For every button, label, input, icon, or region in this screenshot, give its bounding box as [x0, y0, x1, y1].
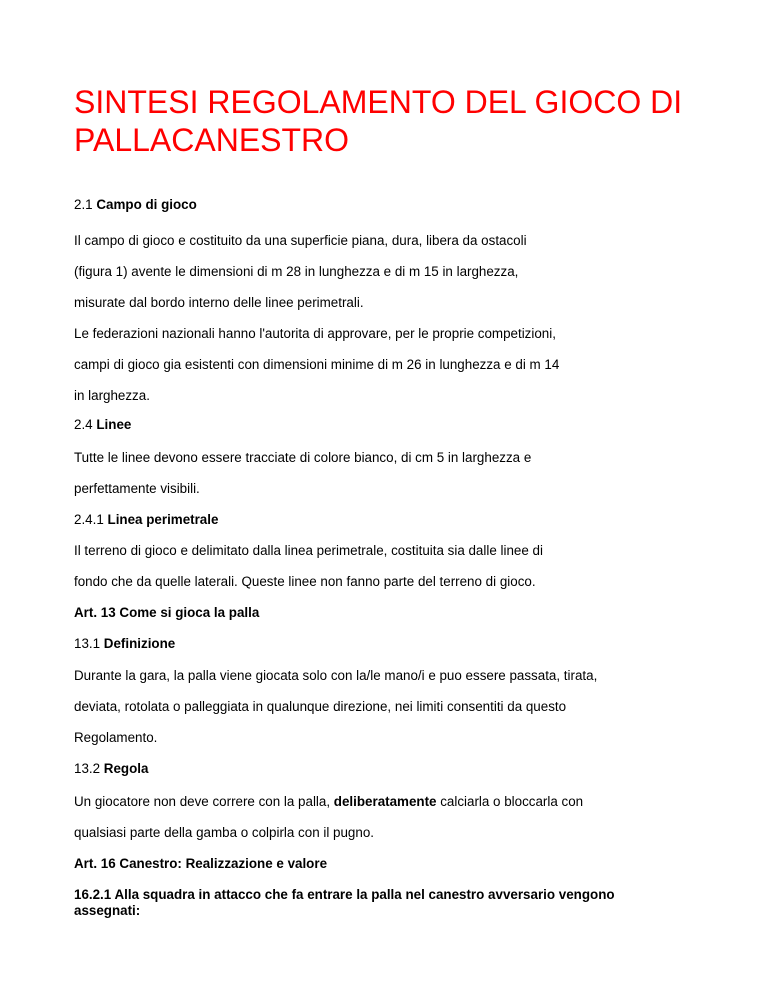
article-16-heading: Art. 16 Canestro: Realizzazione e valore — [74, 856, 328, 871]
paragraph-line: Durante la gara, la palla viene giocata solo con la/le mano/i e puo essere passata, tirata, — [74, 668, 598, 683]
paragraph-line: Tutte le linee devono essere tracciate di colore bianco, di cm 5 in larghezza e — [74, 450, 532, 465]
emphasis-text: deliberatamente — [333, 794, 437, 809]
section-number: 13.2 — [74, 761, 101, 776]
text-run: calciarla o bloccarla con — [436, 794, 584, 809]
section-number: 2.1 — [74, 197, 93, 212]
paragraph-line: campi di gioco gia esistenti con dimensioni minime di m 26 in lunghezza e di m 14 — [74, 357, 560, 372]
section-2-4-1-heading — [74, 512, 218, 528]
section-number: 13.1 — [74, 636, 101, 651]
paragraph-line — [74, 794, 583, 810]
section-number: 2.4 — [74, 417, 93, 432]
paragraph-line: deviata, rotolata o palleggiata in qualunque direzione, nei limiti consentiti da questo — [74, 699, 567, 714]
section-title: Linea perimetrale — [107, 512, 219, 527]
paragraph-line: in larghezza. — [74, 388, 150, 403]
section-title: Definizione — [103, 636, 176, 651]
section-2-4-heading — [74, 417, 131, 433]
section-13-2-heading — [74, 761, 148, 777]
paragraph-line: (figura 1) avente le dimensioni di m 28 in lunghezza e di m 15 in larghezza, — [74, 264, 519, 279]
section-number: 2.4.1 — [74, 512, 104, 527]
paragraph-line: fondo che da quelle laterali. Queste linee non fanno parte del terreno di gioco. — [74, 574, 536, 589]
section-2-1-heading — [74, 197, 197, 213]
section-16-2-1-line: assegnati: — [74, 903, 141, 918]
article-13-heading: Art. 13 Come si gioca la palla — [74, 605, 260, 620]
paragraph-line: Il campo di gioco e costituito da una superficie piana, dura, libera da ostacoli — [74, 233, 527, 248]
section-title: Linee — [96, 417, 132, 432]
section-title: Regola — [103, 761, 149, 776]
paragraph-line: Le federazioni nazionali hanno l'autorita di approvare, per le proprie competizioni, — [74, 326, 556, 341]
section-13-1-heading — [74, 636, 175, 652]
document-title: SINTESI REGOLAMENTO DEL GIOCO DI PALLACANESTRO — [74, 84, 683, 158]
text-run: Un giocatore non deve correre con la palla, — [74, 794, 334, 809]
paragraph-line: perfettamente visibili. — [74, 481, 200, 496]
paragraph-line: Regolamento. — [74, 730, 158, 745]
section-title: Campo di gioco — [96, 197, 197, 212]
paragraph-line: misurate dal bordo interno delle linee perimetrali. — [74, 295, 364, 310]
paragraph-line: Il terreno di gioco e delimitato dalla linea perimetrale, costituita sia dalle linee di — [74, 543, 543, 558]
paragraph-line: qualsiasi parte della gamba o colpirla con il pugno. — [74, 825, 374, 840]
section-16-2-1-line: 16.2.1 Alla squadra in attacco che fa entrare la palla nel canestro avversario vengono — [74, 887, 615, 902]
